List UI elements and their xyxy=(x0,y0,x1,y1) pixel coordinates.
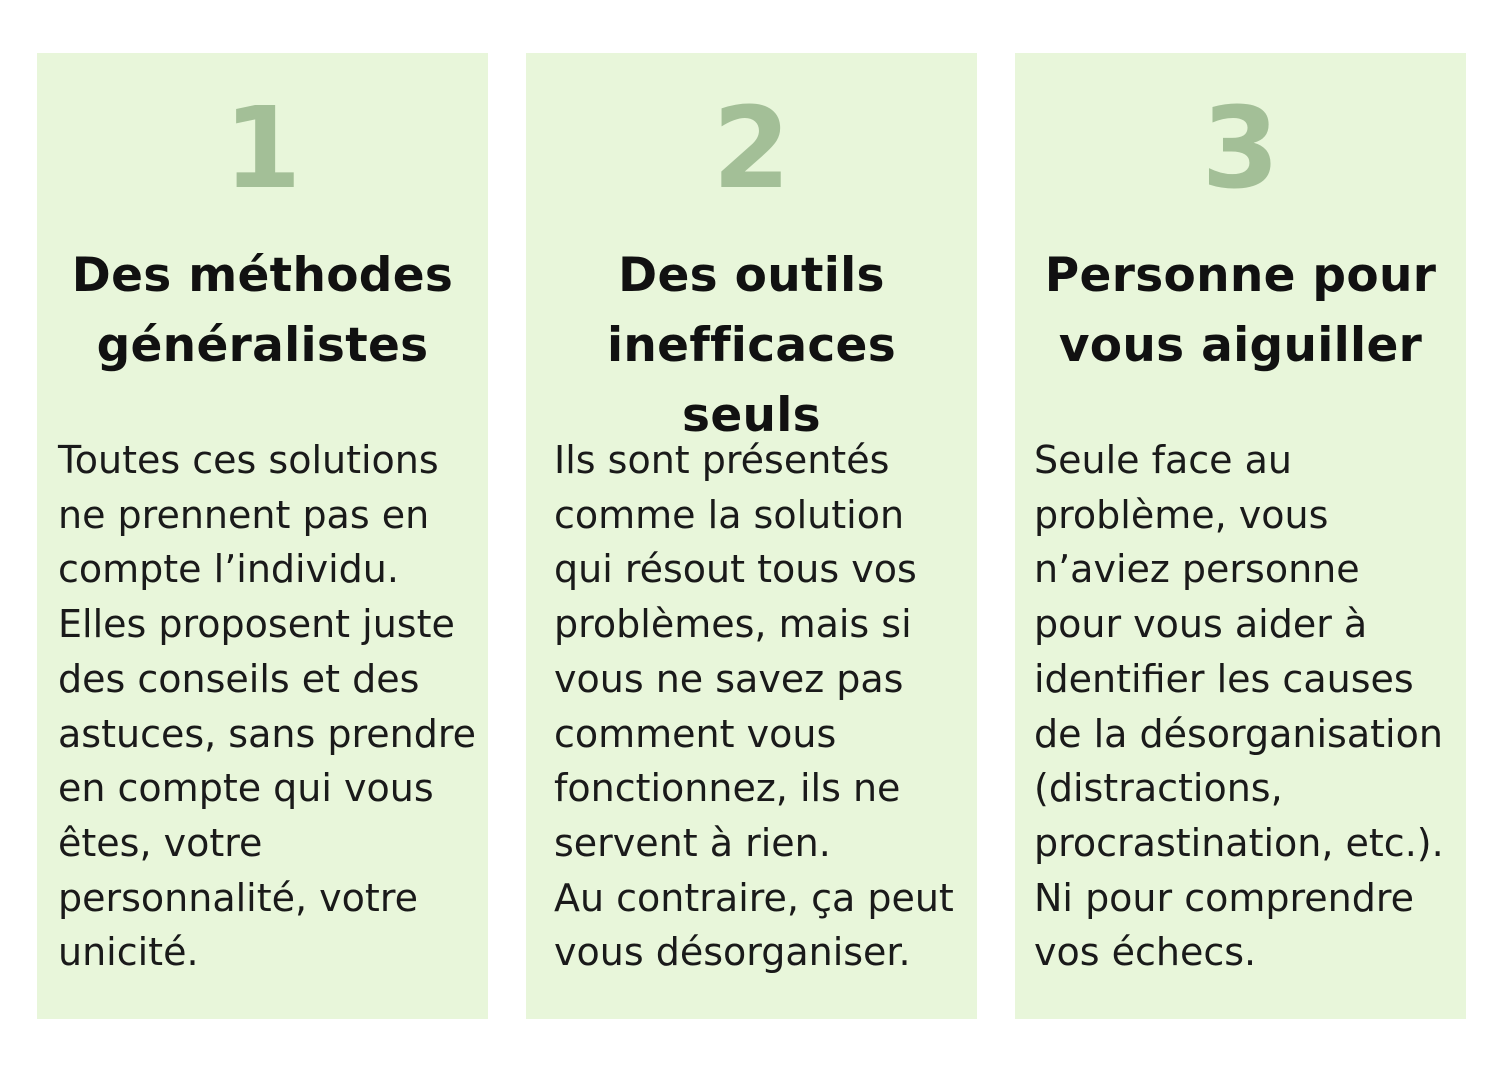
card-number: 2 xyxy=(712,84,791,214)
card-body: Ils sont présentés comme la solution qui résout tous vos problèmes, mais si vous ne savez pas comment vous fonctionnez, ils ne servent à rien. Au contraire, ça peut vous désorganiser. xyxy=(554,438,954,975)
card-title: Des outils inefficaces seuls xyxy=(606,248,897,443)
card-body: Seule face au problème, vous n’aviez personne pour vous aider à identifier les causes de la désorganisation (distractions, procrastination, etc.). Ni pour comprendre vos échecs. xyxy=(1034,438,1444,975)
card-title: Personne pour vous aiguiller xyxy=(1044,248,1437,373)
card-number: 1 xyxy=(223,84,302,214)
card-title: Des méthodes généralistes xyxy=(71,248,454,373)
card-1 xyxy=(37,53,488,1019)
card-body: Toutes ces solutions ne prennent pas en compte l’individu. Elles proposent juste des conseils et des astuces, sans prendre en compte qui vous êtes, votre personnalité, votre unicité. xyxy=(58,438,476,975)
card-2 xyxy=(526,53,977,1019)
card-3 xyxy=(1015,53,1466,1019)
card-number: 3 xyxy=(1201,84,1280,214)
